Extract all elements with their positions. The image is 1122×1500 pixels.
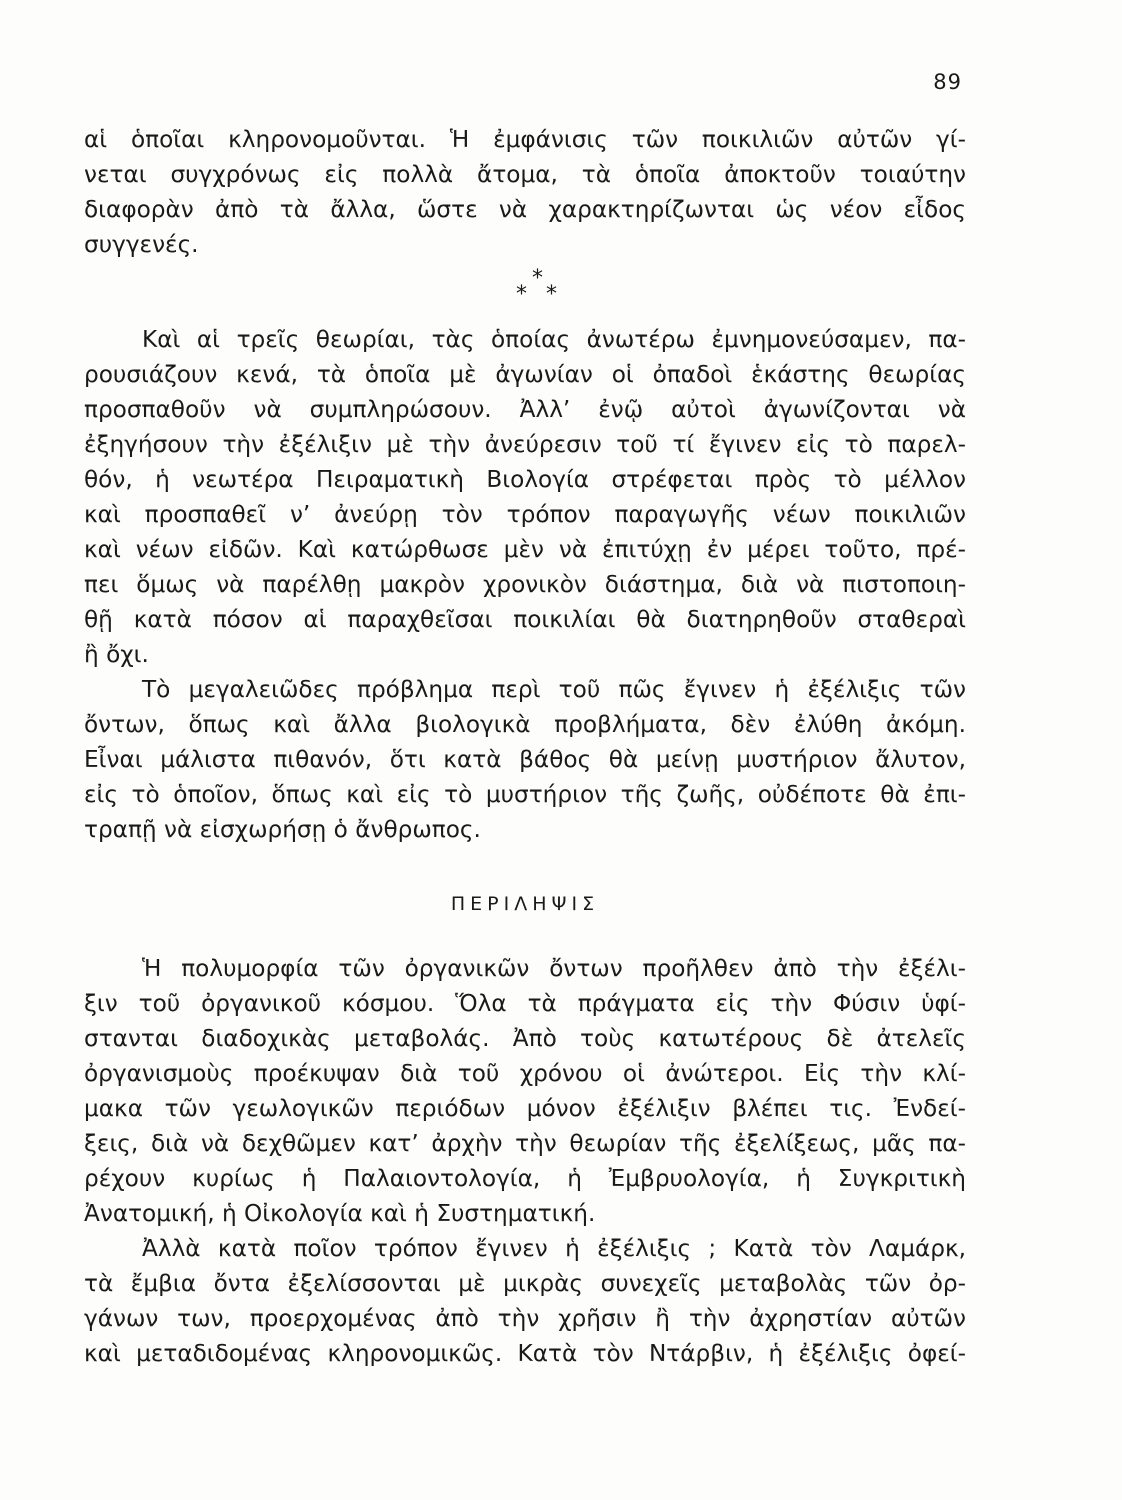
- text-line: νεται συγχρόνως εἰς πολλὰ ἄτομα, τὰ ὁποῖα ἀποκτοῦν τοιαύτην: [84, 161, 966, 188]
- text-line: ξεις, διὰ νὰ δεχθῶμεν κατ’ ἀρχὴν τὴν θεωρίαν τῆς ἐξελίξεως, μᾶς πα-: [84, 1130, 966, 1157]
- text-line: ξιν τοῦ ὀργανικοῦ κόσμου. Ὅλα τὰ πράγματα εἰς τὴν Φύσιν ὑφί-: [84, 990, 966, 1017]
- text-line: ὀργανισμοὺς προέκυψαν διὰ τοῦ χρόνου οἱ ἀνώτεροι. Εἰς τὴν κλί-: [84, 1060, 966, 1087]
- asterisk: *: [516, 282, 527, 307]
- text-line: Ἡ πολυμορφία τῶν ὀργανικῶν ὄντων προῆλθεν ἀπὸ τὴν ἐξέλι-: [142, 955, 966, 982]
- text-line: ἐξηγήσουν τὴν ἐξέλιξιν μὲ τὴν ἀνεύρεσιν τοῦ τί ἔγινεν εἰς τὸ παρελ-: [84, 431, 966, 458]
- text-line: Τὸ μεγαλειῶδες πρόβλημα περὶ τοῦ πῶς ἔγινεν ἡ ἐξέλιξις τῶν: [142, 676, 966, 703]
- asterism-separator: [84, 264, 966, 322]
- text-line: εἰς τὸ ὁποῖον, ὅπως καὶ εἰς τὸ μυστήριον τῆς ζωῆς, οὐδέποτε θὰ ἐπι-: [84, 781, 966, 808]
- page-body: [84, 122, 966, 1371]
- text-line: ὄντων, ὅπως καὶ ἄλλα βιολογικὰ προβλήματα, δὲν ἐλύθη ἀκόμη.: [84, 711, 966, 738]
- text-line: καὶ μεταδιδομένας κληρονομικῶς. Κατὰ τὸν Ντάρβιν, ἡ ἐξέλιξις ὀφεί-: [84, 1340, 966, 1367]
- text-line: αἱ ὁποῖαι κληρονομοῦνται. Ἡ ἐμφάνισις τῶν ποικιλιῶν αὐτῶν γί-: [84, 126, 966, 153]
- text-line: προσπαθοῦν νὰ συμπληρώσουν. Ἀλλ’ ἐνῷ αὐτοὶ ἀγωνίζονται νὰ: [84, 396, 966, 423]
- text-line: ρέχουν κυρίως ἡ Παλαιοντολογία, ἡ Ἐμβρυολογία, ἡ Συγκριτικὴ: [84, 1165, 966, 1192]
- text-line: συγγενές.: [84, 231, 199, 258]
- text-line: καὶ προσπαθεῖ ν’ ἀνεύρῃ τὸν τρόπον παραγωγῆς νέων ποικιλιῶν: [84, 501, 966, 528]
- text-line: διαφορὰν ἀπὸ τὰ ἄλλα, ὥστε νὰ χαρακτηρίζωνται ὡς νέον εἶδος: [84, 196, 966, 223]
- section-heading: ΠΕΡΙΛΗΨΙΣ: [450, 893, 600, 915]
- text-line: τὰ ἔμβια ὄντα ἐξελίσσονται μὲ μικρὰς συνεχεῖς μεταβολὰς τῶν ὀρ-: [84, 1270, 966, 1297]
- text-line: Καὶ αἱ τρεῖς θεωρίαι, τὰς ὁποίας ἀνωτέρω ἐμνημονεύσαμεν, πα-: [142, 326, 966, 353]
- text-line: θόν, ἡ νεωτέρα Πειραματικὴ Βιολογία στρέφεται πρὸς τὸ μέλλον: [84, 466, 966, 493]
- text-line: Εἶναι μάλιστα πιθανόν, ὅτι κατὰ βάθος θὰ μείνῃ μυστήριον ἄλυτον,: [84, 746, 966, 773]
- text-line: μακα τῶν γεωλογικῶν περιόδων μόνον ἐξέλιξιν βλέπει τις. Ἐνδεί-: [84, 1095, 966, 1122]
- text-line: γάνων των, προερχομένας ἀπὸ τὴν χρῆσιν ἢ τὴν ἀχρηστίαν αὐτῶν: [84, 1305, 966, 1332]
- text-line: Ἀλλὰ κατὰ ποῖον τρόπον ἔγινεν ἡ ἐξέλιξις ; Κατὰ τὸν Λαμάρκ,: [142, 1235, 966, 1262]
- text-line: Ἀνατομική, ἡ Οἰκολογία καὶ ἡ Συστηματική.: [84, 1200, 596, 1227]
- page-number: 89: [933, 70, 962, 94]
- text-line: ρουσιάζουν κενά, τὰ ὁποῖα μὲ ἀγωνίαν οἱ ὀπαδοὶ ἑκάστης θεωρίας: [84, 361, 966, 388]
- text-line: πει ὅμως νὰ παρέλθῃ μακρὸν χρονικὸν διάστημα, διὰ νὰ πιστοποιη-: [84, 571, 966, 598]
- text-line: στανται διαδοχικὰς μεταβολάς. Ἀπὸ τοὺς κατωτέρους δὲ ἀτελεῖς: [84, 1025, 966, 1052]
- asterisk: *: [546, 282, 557, 307]
- text-line: τραπῇ νὰ εἰσχωρήσῃ ὁ ἄνθρωπος.: [84, 816, 481, 843]
- asterisk: *: [532, 266, 543, 291]
- text-line: ἢ ὄχι.: [84, 641, 149, 668]
- text-line: θῇ κατὰ πόσον αἱ παραχθεῖσαι ποικιλίαι θὰ διατηρηθοῦν σταθεραὶ: [84, 606, 966, 633]
- text-line: καὶ νέων εἰδῶν. Καὶ κατώρθωσε μὲν νὰ ἐπιτύχῃ ἐν μέρει τοῦτο, πρέ-: [84, 536, 966, 563]
